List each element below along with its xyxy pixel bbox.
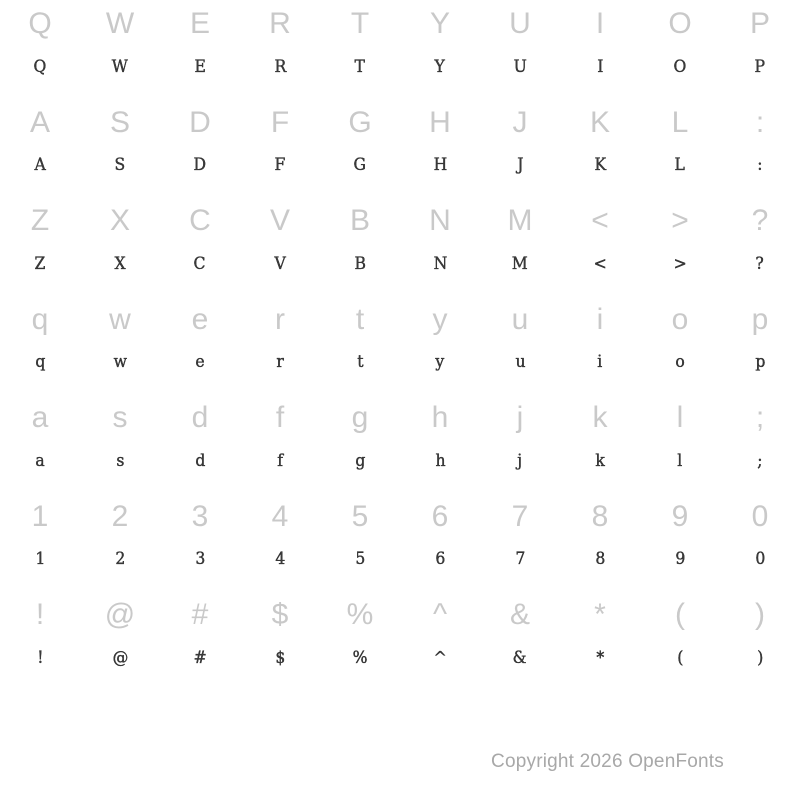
glyph-key: ? bbox=[751, 204, 769, 237]
glyph-cell bbox=[560, 591, 640, 690]
glyph-cell bbox=[0, 0, 80, 99]
glyph-key: > bbox=[671, 204, 689, 237]
glyph-key: W bbox=[105, 7, 135, 40]
glyph-cell bbox=[480, 394, 560, 493]
glyph-cell bbox=[400, 296, 480, 395]
glyph-key: O bbox=[668, 7, 692, 40]
glyph-cell bbox=[80, 0, 160, 99]
glyph-sample: P bbox=[754, 56, 766, 77]
glyph-cell bbox=[720, 591, 800, 690]
glyph-cell bbox=[160, 591, 240, 690]
glyph-cell bbox=[720, 99, 800, 198]
glyph-cell bbox=[720, 296, 800, 395]
glyph-key: N bbox=[429, 204, 451, 237]
glyph-cell bbox=[160, 493, 240, 592]
glyph-cell bbox=[240, 197, 320, 296]
glyph-cell bbox=[240, 591, 320, 690]
glyph-cell bbox=[320, 493, 400, 592]
copyright-notice: Copyright 2026 OpenFonts bbox=[491, 751, 724, 772]
glyph-key: s bbox=[112, 401, 128, 434]
glyph-sample: 5 bbox=[355, 549, 365, 569]
glyph-cell bbox=[640, 394, 720, 493]
glyph-key: L bbox=[671, 105, 689, 139]
glyph-sample: S bbox=[114, 155, 126, 175]
glyph-cell bbox=[0, 591, 80, 690]
glyph-cell bbox=[400, 197, 480, 296]
glyph-cell bbox=[400, 493, 480, 592]
glyph-key: u bbox=[511, 302, 529, 336]
glyph-sample: w bbox=[113, 352, 127, 372]
glyph-cell bbox=[640, 296, 720, 395]
glyph-key: A bbox=[29, 105, 50, 139]
glyph-key: # bbox=[191, 598, 209, 631]
glyph-sample: L bbox=[674, 155, 686, 175]
glyph-key: ) bbox=[755, 598, 765, 631]
glyph-cell bbox=[0, 493, 80, 592]
glyph-cell bbox=[400, 591, 480, 690]
glyph-sample: Q bbox=[33, 56, 47, 77]
glyph-sample: % bbox=[352, 647, 368, 668]
glyph-key: r bbox=[275, 302, 285, 336]
glyph-key: w bbox=[109, 302, 131, 336]
glyph-key: M bbox=[507, 204, 533, 237]
glyph-key: @ bbox=[104, 598, 136, 631]
glyph-cell bbox=[640, 493, 720, 592]
glyph-cell bbox=[0, 394, 80, 493]
glyph-cell bbox=[80, 591, 160, 690]
glyph-key: 5 bbox=[351, 499, 369, 533]
glyph-cell bbox=[0, 99, 80, 198]
glyph-key: j bbox=[516, 401, 524, 434]
glyph-cell bbox=[640, 591, 720, 690]
glyph-sample: s bbox=[115, 450, 125, 471]
glyph-key: o bbox=[671, 302, 689, 336]
glyph-cell bbox=[560, 197, 640, 296]
glyph-sample: j bbox=[517, 450, 523, 471]
glyph-cell bbox=[160, 394, 240, 493]
glyph-sample: l bbox=[677, 450, 683, 471]
glyph-key: & bbox=[509, 598, 530, 631]
glyph-sample: * bbox=[596, 647, 604, 668]
glyph-cell bbox=[640, 99, 720, 198]
glyph-key: * bbox=[594, 598, 606, 631]
glyph-cell bbox=[0, 197, 80, 296]
glyph-key: y bbox=[432, 302, 448, 336]
glyph-key: d bbox=[191, 401, 209, 434]
glyph-key: 6 bbox=[431, 499, 449, 533]
glyph-cell bbox=[400, 0, 480, 99]
glyph-key: V bbox=[269, 204, 290, 237]
glyph-cell bbox=[80, 493, 160, 592]
glyph-key: J bbox=[512, 105, 528, 139]
glyph-cell bbox=[320, 197, 400, 296]
glyph-sample: < bbox=[593, 253, 607, 274]
glyph-sample: X bbox=[114, 253, 126, 274]
glyph-key: < bbox=[591, 204, 609, 237]
glyph-key: q bbox=[31, 302, 49, 336]
glyph-key: t bbox=[355, 302, 365, 336]
glyph-cell bbox=[320, 0, 400, 99]
glyph-cell bbox=[400, 394, 480, 493]
glyph-sample: e bbox=[195, 352, 205, 372]
glyph-sample: 6 bbox=[435, 549, 445, 569]
glyph-sample: g bbox=[354, 450, 366, 471]
glyph-sample: ? bbox=[755, 253, 765, 274]
glyph-key: g bbox=[351, 401, 369, 434]
glyph-key: 9 bbox=[671, 499, 689, 533]
glyph-cell bbox=[560, 99, 640, 198]
glyph-cell bbox=[240, 99, 320, 198]
glyph-key: 2 bbox=[111, 499, 129, 533]
glyph-sample: 2 bbox=[115, 549, 125, 569]
glyph-key: C bbox=[189, 204, 211, 237]
glyph-sample: J bbox=[516, 155, 524, 175]
glyph-cell bbox=[320, 296, 400, 395]
glyph-sample: k bbox=[595, 450, 605, 471]
glyph-key: 3 bbox=[191, 499, 209, 533]
glyph-key: X bbox=[109, 204, 130, 237]
glyph-sample: ; bbox=[757, 450, 763, 471]
glyph-cell bbox=[480, 99, 560, 198]
glyph-sample: & bbox=[513, 647, 527, 668]
glyph-sample: h bbox=[434, 450, 446, 471]
glyph-sample: V bbox=[274, 253, 286, 274]
glyph-sample: I bbox=[596, 56, 604, 77]
glyph-cell bbox=[320, 99, 400, 198]
glyph-sample: @ bbox=[112, 647, 128, 668]
glyph-key: H bbox=[429, 105, 451, 139]
glyph-sample: C bbox=[194, 253, 206, 274]
glyph-key: 4 bbox=[271, 499, 289, 533]
glyph-cell bbox=[720, 493, 800, 592]
glyph-cell bbox=[720, 197, 800, 296]
glyph-sample: > bbox=[673, 253, 687, 274]
glyph-key: E bbox=[189, 7, 210, 40]
glyph-key: U bbox=[509, 7, 531, 40]
glyph-key: Y bbox=[429, 7, 450, 40]
glyph-cell bbox=[80, 296, 160, 395]
glyph-sample: a bbox=[35, 450, 45, 471]
glyph-cell bbox=[720, 0, 800, 99]
glyph-key: p bbox=[751, 302, 769, 336]
glyph-sample: t bbox=[356, 352, 364, 372]
glyph-sample: 3 bbox=[195, 549, 205, 569]
glyph-sample: 7 bbox=[515, 549, 525, 569]
glyph-sample: i bbox=[597, 352, 603, 372]
glyph-cell bbox=[480, 0, 560, 99]
glyph-cell bbox=[720, 394, 800, 493]
glyph-cell bbox=[480, 591, 560, 690]
glyph-sample: 8 bbox=[595, 549, 605, 569]
glyph-key: % bbox=[346, 598, 374, 631]
glyph-key: 1 bbox=[31, 499, 49, 533]
glyph-key: ^ bbox=[432, 598, 448, 631]
glyph-cell bbox=[560, 394, 640, 493]
glyph-sample: y bbox=[435, 352, 445, 372]
glyph-cell bbox=[160, 296, 240, 395]
glyph-sample: T bbox=[354, 56, 366, 77]
glyph-sample: G bbox=[353, 155, 367, 175]
glyph-sample: 0 bbox=[755, 549, 765, 569]
glyph-sample: H bbox=[433, 155, 447, 175]
glyph-sample: M bbox=[511, 253, 529, 274]
glyph-key: P bbox=[749, 7, 770, 40]
glyph-cell bbox=[240, 493, 320, 592]
glyph-key: e bbox=[191, 302, 209, 336]
glyph-sample: Z bbox=[34, 253, 46, 274]
glyph-key: K bbox=[589, 105, 610, 139]
glyph-cell bbox=[640, 197, 720, 296]
glyph-key: a bbox=[31, 401, 49, 434]
glyph-key: : bbox=[755, 105, 765, 139]
glyph-key: ! bbox=[35, 598, 45, 631]
glyph-key: T bbox=[350, 7, 370, 40]
glyph-cell bbox=[640, 0, 720, 99]
glyph-key: Q bbox=[28, 7, 52, 40]
glyph-sample: $ bbox=[275, 647, 285, 668]
glyph-key: S bbox=[109, 105, 130, 139]
glyph-sample: E bbox=[194, 56, 206, 77]
glyph-key: I bbox=[595, 7, 605, 40]
glyph-cell bbox=[0, 296, 80, 395]
glyph-sample: ^ bbox=[433, 647, 447, 668]
glyph-cell bbox=[400, 99, 480, 198]
glyph-key: $ bbox=[271, 598, 289, 631]
glyph-sample: 9 bbox=[675, 549, 685, 569]
glyph-sample: R bbox=[274, 56, 286, 77]
glyph-sample: f bbox=[277, 450, 283, 471]
glyph-sample: Y bbox=[434, 56, 446, 77]
glyph-cell bbox=[320, 591, 400, 690]
glyph-sample: ! bbox=[36, 647, 44, 668]
glyph-sample: O bbox=[673, 56, 687, 77]
glyph-sample: 1 bbox=[35, 549, 45, 569]
glyph-sample: ( bbox=[676, 647, 684, 668]
glyph-cell bbox=[80, 197, 160, 296]
glyph-cell bbox=[80, 394, 160, 493]
glyph-sample: A bbox=[34, 155, 46, 175]
glyph-sample: K bbox=[594, 155, 606, 175]
glyph-sample: U bbox=[513, 56, 527, 77]
glyph-key: B bbox=[349, 204, 370, 237]
glyph-key: G bbox=[348, 105, 372, 139]
glyph-sample: D bbox=[193, 155, 207, 175]
glyph-key: k bbox=[592, 401, 608, 434]
glyph-sample: F bbox=[274, 155, 286, 175]
glyph-cell bbox=[560, 493, 640, 592]
glyph-sample: 4 bbox=[275, 549, 285, 569]
glyph-cell bbox=[160, 197, 240, 296]
glyph-cell bbox=[240, 0, 320, 99]
glyph-cell bbox=[560, 296, 640, 395]
glyph-cell bbox=[240, 296, 320, 395]
glyph-key: h bbox=[431, 401, 449, 434]
glyph-key: 8 bbox=[591, 499, 609, 533]
glyph-key: ; bbox=[755, 401, 765, 434]
glyph-key: F bbox=[270, 105, 290, 139]
glyph-sample: r bbox=[276, 352, 284, 372]
glyph-cell bbox=[240, 394, 320, 493]
glyph-cell bbox=[480, 296, 560, 395]
glyph-sample: W bbox=[111, 56, 129, 77]
glyph-key: 0 bbox=[751, 499, 769, 533]
glyph-cell bbox=[480, 197, 560, 296]
glyph-sample: d bbox=[194, 450, 206, 471]
glyph-cell bbox=[80, 99, 160, 198]
glyph-sample: : bbox=[757, 155, 763, 175]
glyph-key: 7 bbox=[511, 499, 529, 533]
glyph-sample: # bbox=[193, 647, 207, 668]
glyph-key: ( bbox=[675, 598, 685, 631]
glyph-cell bbox=[480, 493, 560, 592]
glyph-sample: ) bbox=[756, 647, 764, 668]
glyph-sample: u bbox=[514, 352, 526, 372]
glyph-key: f bbox=[275, 401, 285, 434]
glyph-key: D bbox=[189, 105, 211, 139]
glyph-key: R bbox=[269, 7, 291, 40]
glyph-sample: q bbox=[34, 352, 46, 372]
glyph-key: i bbox=[596, 302, 604, 336]
glyph-key: Z bbox=[30, 204, 50, 237]
glyph-cell bbox=[320, 394, 400, 493]
glyph-cell bbox=[160, 0, 240, 99]
glyph-cell bbox=[160, 99, 240, 198]
glyph-key: l bbox=[676, 401, 684, 434]
glyph-cell bbox=[560, 0, 640, 99]
glyph-sample: N bbox=[433, 253, 447, 274]
glyph-sample: B bbox=[354, 253, 366, 274]
glyph-sample: o bbox=[675, 352, 685, 372]
glyph-sample: p bbox=[754, 352, 766, 372]
